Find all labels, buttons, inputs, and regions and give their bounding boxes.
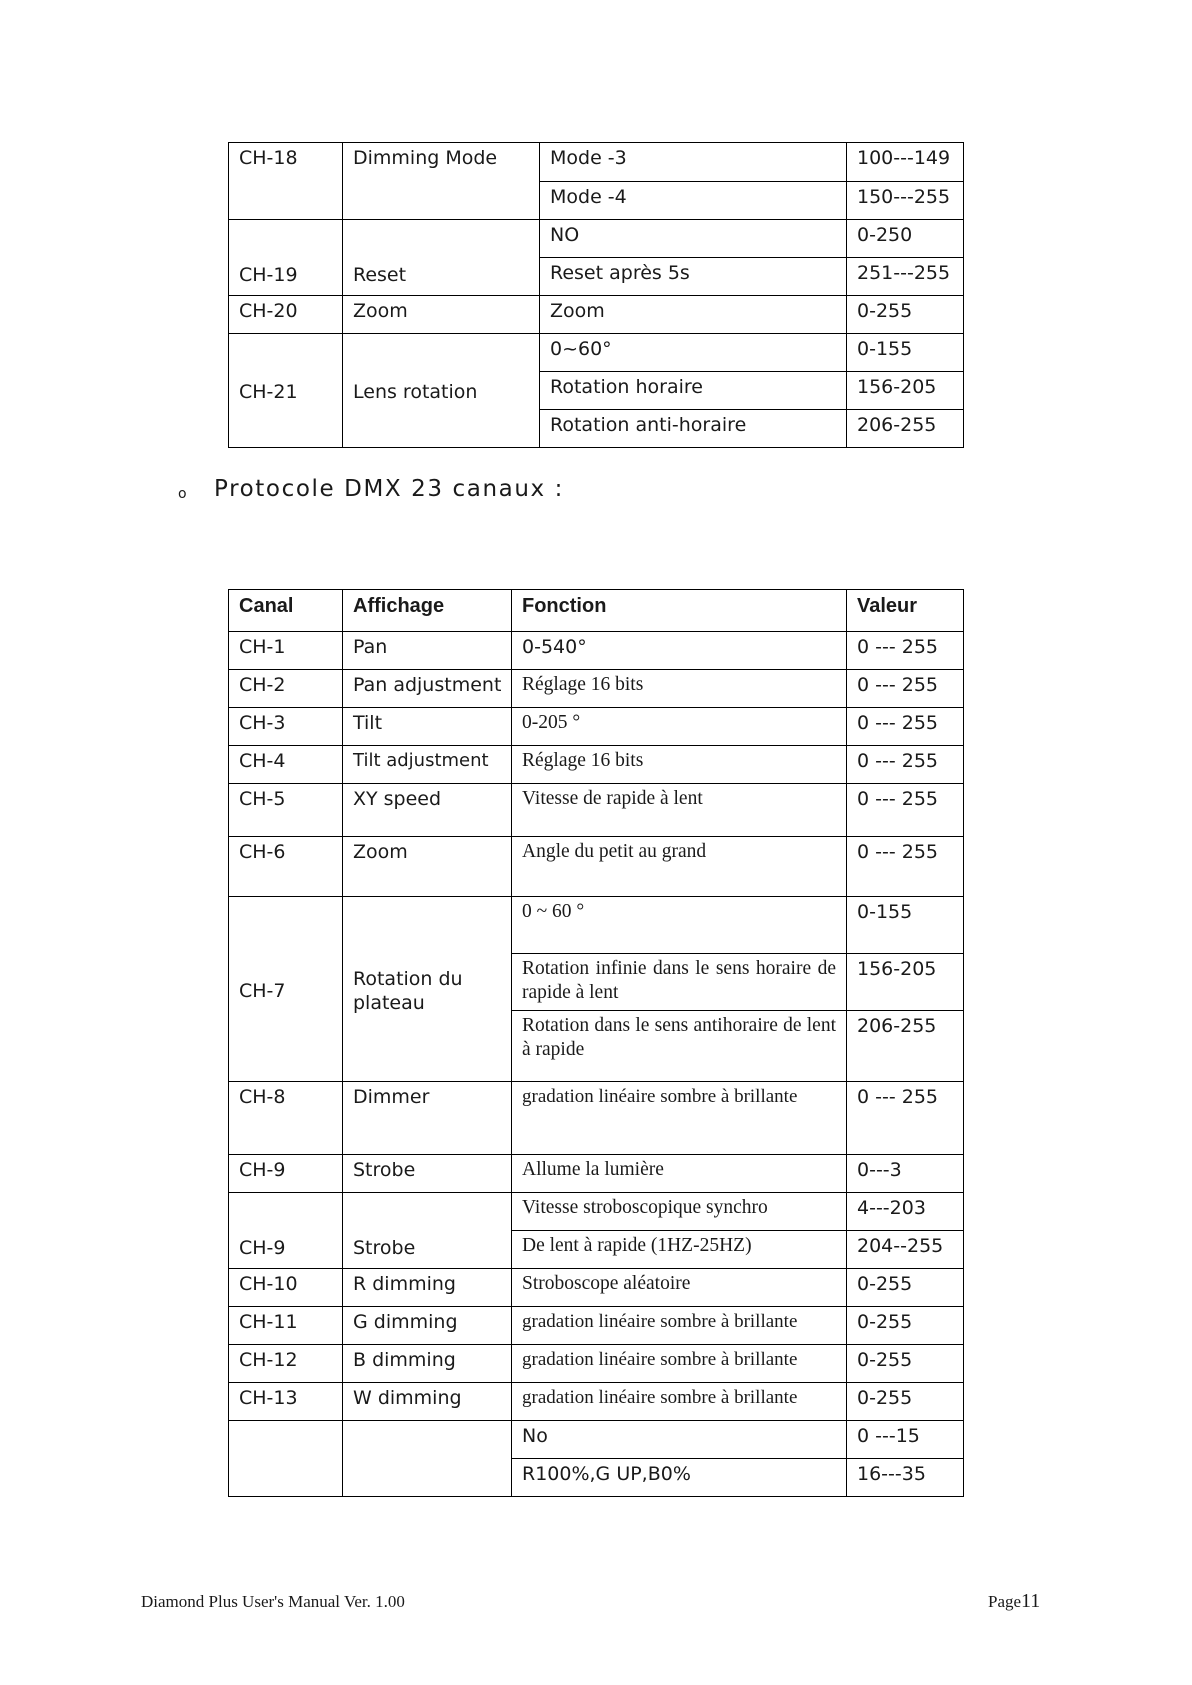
cell-fonction: Allume la lumière	[512, 1155, 847, 1193]
table-row	[229, 1193, 964, 1231]
cell-fonction: Vitesse de rapide à lent	[512, 784, 847, 837]
cell-valeur: 0 --- 255	[847, 746, 964, 784]
page-number: 11	[1021, 1590, 1041, 1612]
cell-valeur: 156-205	[847, 954, 964, 1011]
cell-valeur: 0-250	[847, 220, 964, 258]
cell-valeur: 0 --- 255	[847, 784, 964, 837]
cell-fonction: Reset après 5s	[540, 258, 847, 296]
cell-affichage: Tilt	[343, 708, 512, 746]
channel-table-continued	[228, 142, 964, 448]
cell-fonction: gradation linéaire sombre à brillante	[512, 1307, 847, 1345]
cell-fonction: Rotation horaire	[540, 372, 847, 410]
cell-valeur: 0 --- 255	[847, 632, 964, 670]
table-header-row	[229, 590, 964, 632]
cell-fonction: Stroboscope aléatoire	[512, 1269, 847, 1307]
cell-affichage: Strobe	[343, 1155, 512, 1193]
cell-fonction: Zoom	[540, 296, 847, 334]
cell-affichage: Lens rotation	[343, 334, 540, 448]
cell-valeur: 206-255	[847, 1011, 964, 1082]
cell-valeur: 0-255	[847, 1307, 964, 1345]
cell-affichage	[343, 1421, 512, 1497]
table-row	[229, 1307, 964, 1345]
dmx-23-channel-table	[228, 589, 964, 1497]
cell-fonction: 0~60°	[540, 334, 847, 372]
cell-valeur: 0-255	[847, 296, 964, 334]
cell-canal: CH-2	[229, 670, 343, 708]
cell-valeur: 0 --- 255	[847, 1082, 964, 1155]
cell-valeur: 0 --- 255	[847, 837, 964, 897]
cell-fonction: Vitesse stroboscopique synchro	[512, 1193, 847, 1231]
cell-valeur: 204--255	[847, 1231, 964, 1269]
cell-fonction: Réglage 16 bits	[512, 670, 847, 708]
cell-fonction: 0 ~ 60 °	[512, 897, 847, 954]
table-row	[229, 1383, 964, 1421]
cell-fonction: gradation linéaire sombre à brillante	[512, 1383, 847, 1421]
bullet-marker: o	[178, 486, 187, 502]
cell-affichage: Strobe	[343, 1193, 512, 1269]
cell-valeur: 251---255	[847, 258, 964, 296]
table-row	[229, 1155, 964, 1193]
table-row	[229, 897, 964, 954]
table-row	[229, 1345, 964, 1383]
cell-canal: CH-9	[229, 1155, 343, 1193]
cell-fonction: Angle du petit au grand	[512, 837, 847, 897]
cell-canal: CH-21	[229, 334, 343, 448]
cell-fonction: gradation linéaire sombre à brillante	[512, 1345, 847, 1383]
cell-valeur: 0 --- 255	[847, 670, 964, 708]
cell-affichage: Pan	[343, 632, 512, 670]
cell-fonction: 0-540°	[512, 632, 847, 670]
cell-affichage: G dimming	[343, 1307, 512, 1345]
table-row	[229, 746, 964, 784]
cell-affichage: Dimming Mode	[343, 143, 540, 220]
cell-valeur: 0-155	[847, 897, 964, 954]
cell-valeur: 0---3	[847, 1155, 964, 1193]
table-row	[229, 296, 964, 334]
cell-fonction: Réglage 16 bits	[512, 746, 847, 784]
cell-valeur: 0-155	[847, 334, 964, 372]
cell-fonction: Rotation infinie dans le sens horaire de rapide à lent	[512, 954, 847, 1011]
cell-fonction: R100%,G UP,B0%	[512, 1459, 847, 1497]
cell-canal: CH-18	[229, 143, 343, 220]
table-row	[229, 143, 964, 182]
cell-affichage: Tilt adjustment	[343, 746, 512, 784]
table-row	[229, 1269, 964, 1307]
header-affichage: Affichage	[343, 590, 512, 632]
cell-fonction: Mode -3	[540, 143, 847, 182]
cell-canal: CH-1	[229, 632, 343, 670]
cell-affichage: Pan adjustment	[343, 670, 512, 708]
cell-fonction: De lent à rapide (1HZ-25HZ)	[512, 1231, 847, 1269]
table-row	[229, 708, 964, 746]
cell-fonction: Rotation dans le sens antihoraire de lent à rapide	[512, 1011, 847, 1082]
cell-canal: CH-11	[229, 1307, 343, 1345]
header-canal: Canal	[229, 590, 343, 632]
cell-valeur: 0 ---15	[847, 1421, 964, 1459]
table-row	[229, 1421, 964, 1459]
cell-canal: CH-13	[229, 1383, 343, 1421]
cell-affichage: Dimmer	[343, 1082, 512, 1155]
cell-fonction: gradation linéaire sombre à brillante	[512, 1082, 847, 1155]
cell-affichage: XY speed	[343, 784, 512, 837]
cell-valeur: 4---203	[847, 1193, 964, 1231]
cell-valeur: 150---255	[847, 182, 964, 220]
cell-valeur: 206-255	[847, 410, 964, 448]
cell-canal: CH-10	[229, 1269, 343, 1307]
table-row	[229, 837, 964, 897]
section-heading: Protocole DMX 23 canaux :	[214, 476, 565, 502]
table-row	[229, 220, 964, 258]
cell-canal: CH-7	[229, 897, 343, 1082]
cell-affichage: W dimming	[343, 1383, 512, 1421]
cell-valeur: 0-255	[847, 1345, 964, 1383]
cell-valeur: 0 --- 255	[847, 708, 964, 746]
cell-canal: CH-5	[229, 784, 343, 837]
cell-valeur: 0-255	[847, 1383, 964, 1421]
table-row	[229, 784, 964, 837]
cell-affichage: R dimming	[343, 1269, 512, 1307]
cell-canal: CH-9	[229, 1193, 343, 1269]
footer-page-number	[988, 1590, 1040, 1613]
table-row	[229, 334, 964, 372]
cell-valeur: 156-205	[847, 372, 964, 410]
cell-canal: CH-6	[229, 837, 343, 897]
table-row	[229, 670, 964, 708]
table-row	[229, 1082, 964, 1155]
page-label: Page	[988, 1592, 1022, 1611]
cell-canal: CH-8	[229, 1082, 343, 1155]
cell-canal: CH-19	[229, 220, 343, 296]
cell-fonction: Rotation anti-horaire	[540, 410, 847, 448]
cell-canal: CH-3	[229, 708, 343, 746]
cell-fonction: No	[512, 1421, 847, 1459]
cell-valeur: 100---149	[847, 143, 964, 182]
cell-canal: CH-20	[229, 296, 343, 334]
header-fonction: Fonction	[512, 590, 847, 632]
cell-affichage: Reset	[343, 220, 540, 296]
cell-affichage: Rotation du plateau	[343, 897, 512, 1082]
cell-affichage: Zoom	[343, 296, 540, 334]
cell-fonction: Mode -4	[540, 182, 847, 220]
cell-canal	[229, 1421, 343, 1497]
cell-fonction: 0-205 °	[512, 708, 847, 746]
footer-manual-title: Diamond Plus User's Manual Ver. 1.00	[141, 1592, 405, 1611]
cell-affichage: B dimming	[343, 1345, 512, 1383]
cell-affichage: Zoom	[343, 837, 512, 897]
table-row	[229, 632, 964, 670]
cell-fonction: NO	[540, 220, 847, 258]
cell-valeur: 16---35	[847, 1459, 964, 1497]
header-valeur: Valeur	[847, 590, 964, 632]
cell-valeur: 0-255	[847, 1269, 964, 1307]
cell-canal: CH-12	[229, 1345, 343, 1383]
cell-canal: CH-4	[229, 746, 343, 784]
